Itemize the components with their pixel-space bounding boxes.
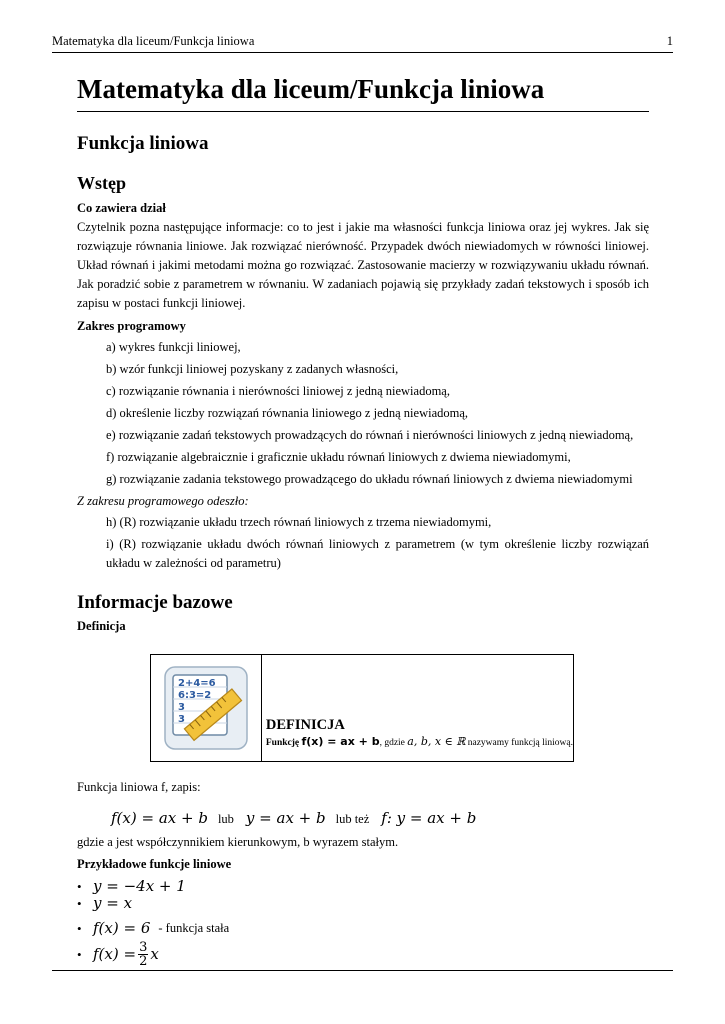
list-item: i) (R) rozwiązanie układu dwóch równań liniowych z parametrem (w tym określenie liczby rozwiązań układu w zależności od parametru) <box>106 537 649 570</box>
definicja-heading: Definicja <box>77 619 126 633</box>
formula-1: f(x) = ax + b <box>111 809 208 827</box>
bullet-icon: • <box>77 879 82 894</box>
bullet-icon: • <box>77 947 82 962</box>
fraction-denominator: 2 <box>139 954 148 969</box>
example-item <box>77 920 649 937</box>
header-rule <box>52 52 673 53</box>
removed-heading: Z zakresu programowego odeszło: <box>77 494 249 508</box>
przyklady-heading: Przykładowe funkcje liniowe <box>77 857 232 871</box>
zapis-intro-text: Funkcja liniowa f, zapis: <box>77 780 201 794</box>
removed-list <box>77 513 649 573</box>
definition-title: DEFINICJA <box>265 717 345 733</box>
co-zawiera-heading: Co zawiera dział <box>77 201 166 215</box>
section-heading-funkcja-liniowa: Funkcja liniowa <box>77 133 209 154</box>
example-item <box>77 895 649 912</box>
gdzie-paragraph: gdzie a jest współczynnikiem kierunkowym, b wyrazem stałym. <box>77 835 399 849</box>
definition-image-cell <box>151 655 262 761</box>
example-note: - funkcja stała <box>158 921 230 935</box>
svg-text:3: 3 <box>177 714 185 725</box>
subsection-heading-wstep: Wstęp <box>77 173 126 193</box>
lub-1: lub <box>217 812 234 826</box>
list-item: g) rozwiązanie zadania tekstowego prowadzącego do układu równań liniowych z dwiema niewiadomymi <box>106 472 633 486</box>
footer-rule <box>52 970 673 971</box>
math-definition-icon <box>163 665 249 751</box>
formula-3: f: y = ax + b <box>381 809 477 827</box>
list-item: c) rozwiązanie równania i nierówności liniowej z jedną niewiadomą, <box>106 384 450 398</box>
section-heading-informacje-bazowe: Informacje bazowe <box>77 592 233 613</box>
example-item <box>77 878 649 895</box>
definition-text <box>266 734 573 751</box>
running-head-title: Matematyka dla liceum/Funkcja liniowa <box>52 34 255 48</box>
definition-suffix: nazywamy funkcją liniową. <box>467 738 573 748</box>
list-item: f) rozwiązanie algebraicznie i graficznie układu równań liniowych z dwiema niewiadomymi, <box>106 450 571 464</box>
svg-text:3: 3 <box>177 702 185 713</box>
definition-text-cell <box>262 655 573 761</box>
page-content <box>77 70 649 968</box>
formula-line <box>111 809 649 827</box>
fraction <box>138 941 148 968</box>
definition-vars: a, b, x ∈ ℝ <box>407 735 466 748</box>
bullet-icon: • <box>77 896 82 911</box>
svg-text:2+4=6: 2+4=6 <box>177 678 216 689</box>
zapis-intro <box>77 778 649 797</box>
running-head <box>52 34 673 49</box>
page-title: Matematyka dla liceum/Funkcja liniowa <box>77 70 649 112</box>
page-number: 1 <box>666 34 673 48</box>
zakres-heading: Zakres programowy <box>77 319 186 333</box>
example-formula: f(x) = 6 <box>93 919 151 937</box>
lub-2: lub też <box>335 812 370 826</box>
definition-formula: f(x) = ax + b <box>301 735 380 748</box>
zakres-list <box>77 338 649 489</box>
bullet-icon: • <box>77 921 82 936</box>
definition-gdzie: , gdzie <box>379 738 405 748</box>
list-item: e) rozwiązanie zadań tekstowych prowadzących do równań i nierówności liniowych z jedną niewiadomą, <box>106 428 634 442</box>
definition-prefix: Funkcję <box>265 738 300 748</box>
list-item: h) (R) rozwiązanie układu trzech równań liniowych z trzema niewiadomymi, <box>106 515 492 529</box>
example-formula: y = x <box>93 894 133 912</box>
example-formula-var: x <box>150 945 159 963</box>
list-item: d) określenie liczby rozwiązań równania liniowego z jedną niewiadomą, <box>106 406 469 420</box>
example-formula-prefix: f(x) = <box>93 945 137 963</box>
co-zawiera-paragraph: Czytelnik pozna następujące informacje: co to jest i jakie ma własności funkcja liniowa oraz jej wykres. Jak się rozwiązuje równania liniowe. Jak rozwiązać nierówność. Przypadek dwóch niewiadomych w równości liniowej. Układ równań i jakimi metodami można go rozwiązać. Zastosowanie macierzy w rozwiązywaniu układu równań. Jak poradzić sobie z parametrem w równaniu. W zadaniach pojawią się przykłady zadań tekstowych i sposób ich zapisu w postaci funkcji liniowej. <box>77 220 649 310</box>
example-formula: y = −4x + 1 <box>93 877 186 895</box>
svg-text:6:3=2: 6:3=2 <box>177 690 212 701</box>
example-item <box>77 941 649 968</box>
list-item: b) wzór funkcji liniowej pozyskany z zadanych własności, <box>106 362 399 376</box>
fraction-numerator: 3 <box>139 940 148 955</box>
examples-list <box>77 878 649 968</box>
list-item: a) wykres funkcji liniowej, <box>106 340 241 354</box>
definition-box <box>150 654 574 762</box>
formula-2: y = ax + b <box>245 809 326 827</box>
